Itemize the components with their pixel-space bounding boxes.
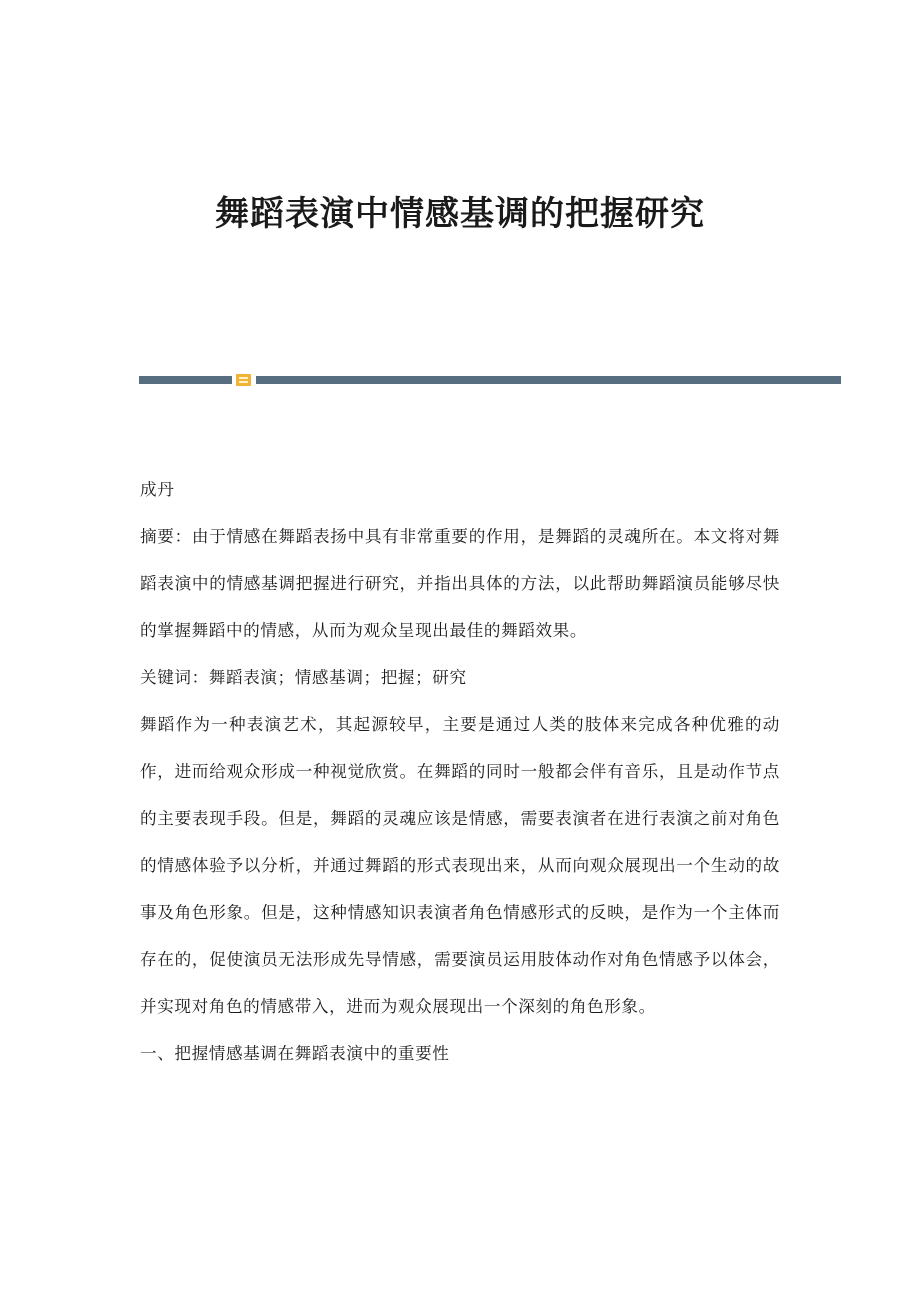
- divider-emblem-icon: [236, 374, 251, 386]
- section-heading-1: 一、把握情感基调在舞蹈表演中的重要性: [140, 1044, 450, 1063]
- divider-bar-left: [139, 376, 232, 384]
- document-title: 舞蹈表演中情感基调的把握研究: [215, 194, 705, 234]
- title-divider: [139, 374, 841, 386]
- abstract-paragraph: 摘要：由于情感在舞蹈表扬中具有非常重要的作用，是舞蹈的灵魂所在。本文将对舞蹈表演中的情感基调把握进行研究，并指出具体的方法，以此帮助舞蹈演员能够尽快的掌握舞蹈中的情感，从而为观众呈现出最佳的舞蹈效果。: [140, 527, 780, 640]
- keywords-line: 关键词：舞蹈表演；情感基调；把握；研究: [140, 668, 467, 687]
- intro-paragraph: 舞蹈作为一种表演艺术，其起源较早，主要是通过人类的肢体来完成各种优雅的动作，进而给观众形成一种视觉欣赏。在舞蹈的同时一般都会伴有音乐，且是动作节点的主要表现手段。但是，舞蹈的灵魂应该是情感，需要表演者在进行表演之前对角色的情感体验予以分析，并通过舞蹈的形式表现出来，从而向观众展现出一个生动的故事及角色形象。但是，这种情感知识表演者角色情感形式的反映，是作为一个主体而存在的，促使演员无法形成先导情感，需要演员运用肢体动作对角色情感予以体会，并实现对角色的情感带入，进而为观众展现出一个深刻的角色形象。: [140, 715, 780, 1016]
- document-body: [140, 466, 780, 1077]
- divider-bar-right: [256, 376, 841, 384]
- author-name: 成丹: [140, 480, 175, 499]
